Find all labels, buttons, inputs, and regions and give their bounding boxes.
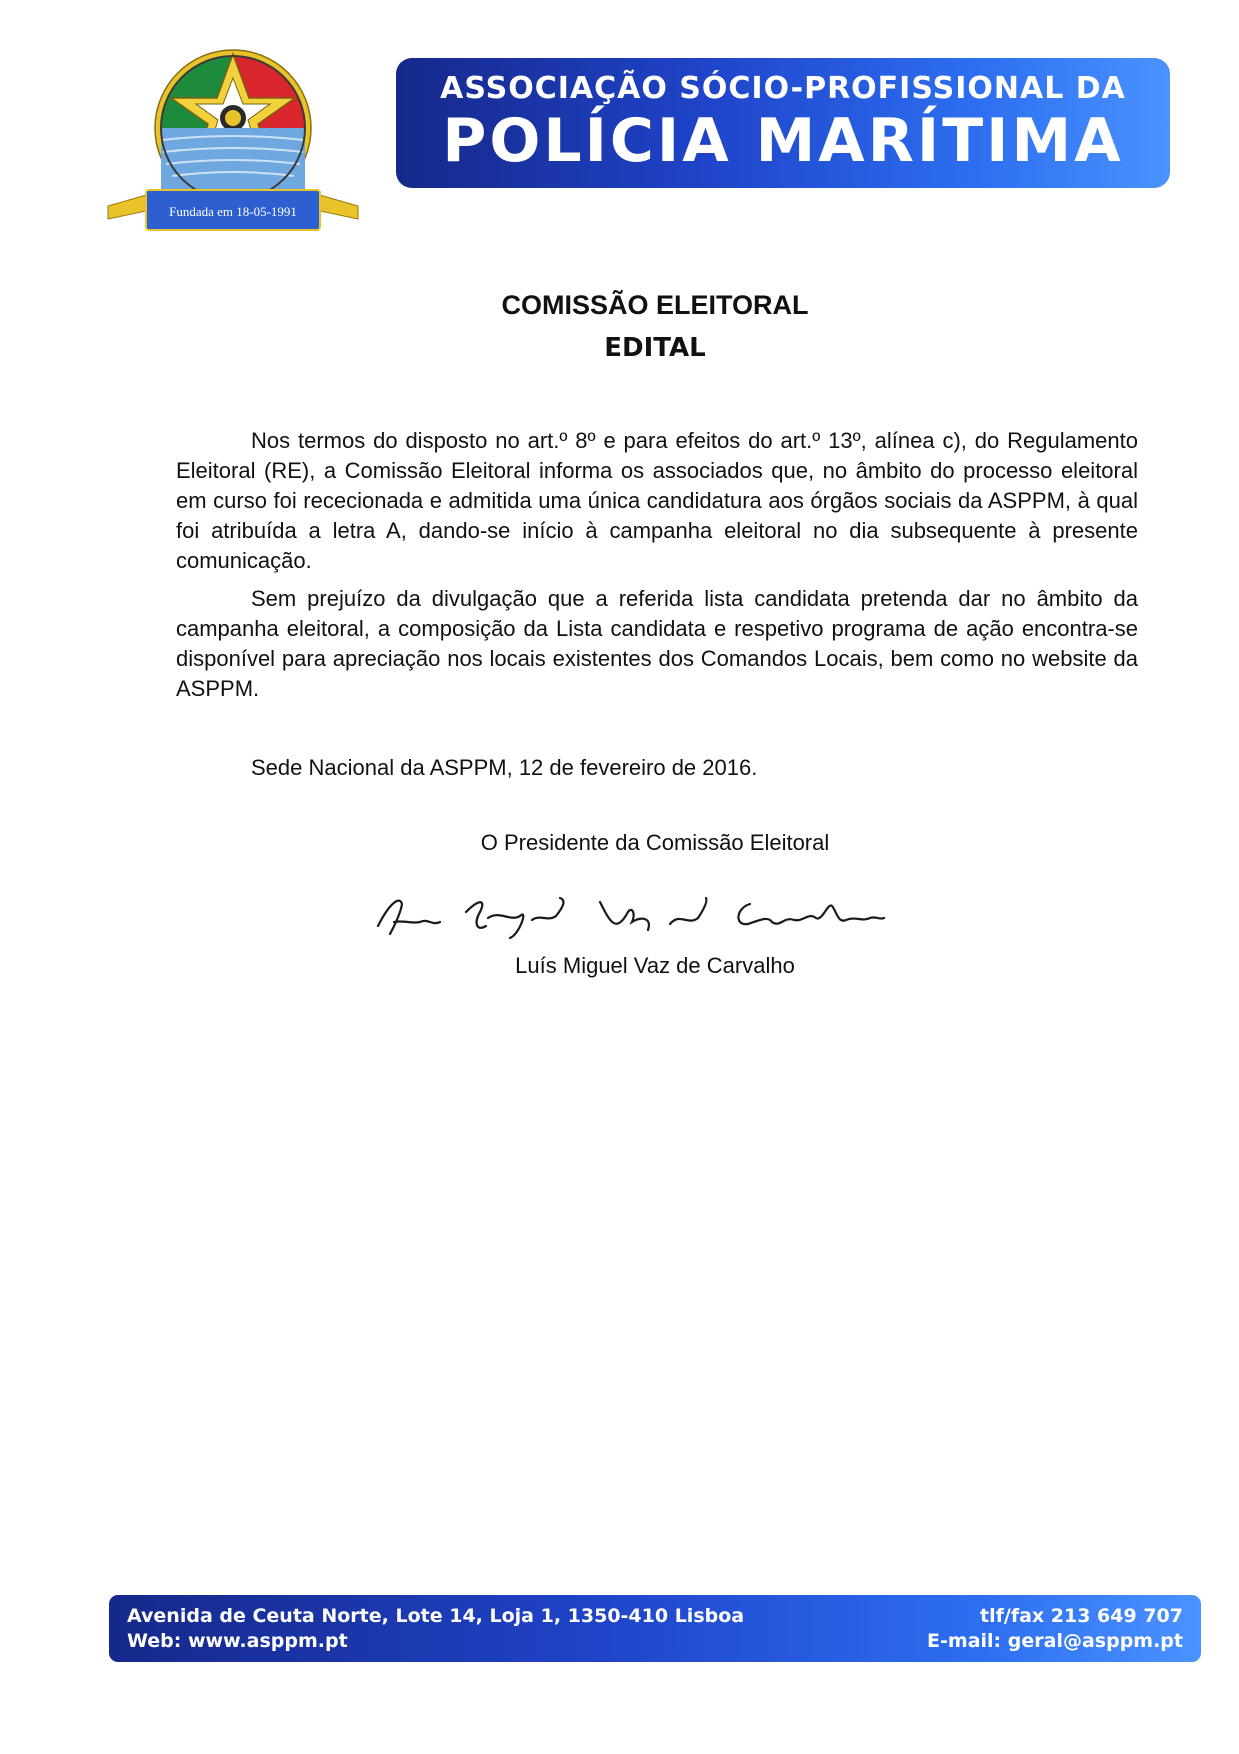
footer-website-link[interactable]: Web: www.asppm.pt	[127, 1630, 348, 1652]
document-subtitle: EDITAL	[604, 333, 706, 363]
association-name-main: POLÍCIA MARÍTIMA	[442, 106, 1124, 176]
body-paragraph: Sem prejuízo da divulgação que a referida lista candidata pretenda dar no âmbito da campanha eleitoral, a composição da Lista candidata e respetivo programa de ação encontra-se disponível para apreciação nos locais existentes dos Comandos Locais, bem como no website da ASPPM.	[176, 586, 1138, 701]
footer-address: Avenida de Ceuta Norte, Lote 14, Loja 1, 1350-410 Lisboa	[127, 1605, 745, 1627]
document-title: COMISSÃO ELEITORAL	[501, 290, 809, 320]
footer-bar	[109, 1595, 1201, 1662]
footer-phone: tlf/fax 213 649 707	[980, 1605, 1183, 1627]
logo-ribbon-text: Fundada em 18-05-1991	[169, 204, 297, 219]
handwritten-signature	[370, 882, 900, 952]
footer-email-link[interactable]: E-mail: geral@asppm.pt	[927, 1630, 1183, 1652]
dateline: Sede Nacional da ASPPM, 12 de fevereiro de 2016.	[251, 755, 758, 780]
asppm-logo	[106, 46, 360, 236]
association-name-line: ASSOCIAÇÃO SÓCIO-PROFISSIONAL DA	[440, 71, 1126, 106]
header-banner	[396, 58, 1170, 188]
signatory-title: O Presidente da Comissão Eleitoral	[480, 830, 830, 855]
signatory-name: Luís Miguel Vaz de Carvalho	[515, 953, 795, 978]
body-paragraph: Nos termos do disposto no art.º 8º e para efeitos do art.º 13º, alínea c), do Regulamento Eleitoral (RE), a Comissão Eleitoral informa os associados que, no âmbito do processo eleitoral em curso foi rececionada e admitida uma única candidatura aos órgãos sociais da ASPPM, à qual foi atribuída a letra A, dando-se início à campanha eleitoral no dia subsequente à presente comunicação.	[176, 428, 1138, 573]
document-body	[176, 426, 1138, 712]
